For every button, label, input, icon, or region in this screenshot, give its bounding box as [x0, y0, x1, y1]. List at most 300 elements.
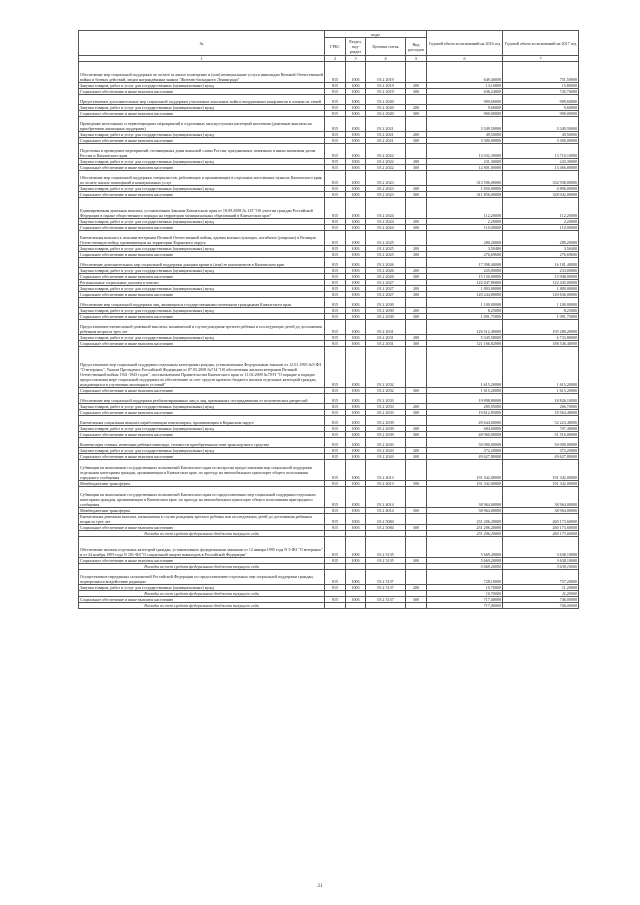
row-value-2016: 126 512,40000: [427, 320, 503, 335]
row-name: Закупка товаров, работ и услуг для государственных (муниципальных) нужд: [79, 404, 325, 410]
row-name: Социальное обеспечение и иные выплаты населению: [79, 138, 325, 144]
row-grbs: 815: [325, 347, 346, 388]
row-target: 03 2 2021: [366, 132, 406, 138]
row-section: 1003: [346, 198, 366, 219]
row-value-2016: 38 964,00000: [427, 487, 503, 508]
row-target: 03 2 2027: [366, 292, 406, 298]
row-value-2016: 48 960,00000: [427, 432, 503, 438]
row-grbs: 815: [325, 426, 346, 432]
row-value-2017: 16 181,40000: [503, 258, 579, 268]
table-row: [79, 514, 579, 525]
row-name: Социальное обеспечение и иные выплаты населению: [79, 89, 325, 95]
row-value-2017: 6 733,80000: [503, 335, 579, 341]
row-type: 200: [406, 268, 427, 274]
row-section: 1003: [346, 258, 366, 268]
row-section: 1003: [346, 410, 366, 416]
row-grbs: 815: [325, 95, 346, 105]
row-name: Расходы за счет средств федерального бюджета текущего года: [79, 603, 325, 609]
row-type: 200: [406, 186, 427, 192]
row-value-2017: 332 938,00000: [503, 171, 579, 186]
table-row: [79, 258, 579, 268]
row-name: Расходы за счет средств федерального бюджета текущего года: [79, 531, 325, 537]
row-name: Социальное обеспечение и иные выплаты населению: [79, 432, 325, 438]
row-target: 03 2 2031: [366, 320, 406, 335]
row-value-2017: 51 516,00000: [503, 432, 579, 438]
table-row: [79, 62, 579, 83]
row-name: Социальное обеспечение и иные выплаты населению: [79, 252, 325, 258]
row-grbs: 815: [325, 132, 346, 138]
row-grbs: 815: [325, 438, 346, 448]
row-section: 1003: [346, 394, 366, 404]
row-type: 300: [406, 432, 427, 438]
row-value-2017: 49,50000: [503, 132, 579, 138]
row-section: 1003: [346, 438, 366, 448]
row-value-2017: 50 000,00000: [503, 438, 579, 448]
row-type: [406, 537, 427, 558]
row-section: 1003: [346, 280, 366, 286]
row-section: 1003: [346, 426, 366, 432]
row-section: 1003: [346, 341, 366, 347]
row-value-2016: 5 669,20000: [427, 564, 503, 570]
row-value-2017: 707,40000: [503, 426, 579, 432]
row-value-2016: 120 244,80000: [427, 292, 503, 298]
row-value-2016: 15 150,00000: [427, 274, 503, 280]
row-section: 1003: [346, 525, 366, 531]
row-name: Социальное обеспечение и иные выплаты населению: [79, 388, 325, 394]
row-name: Обеспечение дополнительных мер социальной поддержки донорам крови и (или) ее компонентов в Камчатском крае: [79, 258, 325, 268]
col-index: 7: [503, 56, 579, 62]
row-target: 03 2 2024: [366, 225, 406, 231]
row-value-2017: 18 564,40000: [503, 410, 579, 416]
col-type-header: Вид расходов: [406, 38, 427, 56]
row-name: Ежемесячная выплата к пенсиям ветеранам Великой Отечественной войны, вдовам военнослужащих, погибших (умерших) в Великую Отечественную войну, проживающим на территории Корякского округа: [79, 231, 325, 246]
row-grbs: 815: [325, 525, 346, 531]
row-section: 1003: [346, 138, 366, 144]
row-target: 03 2 2020: [366, 111, 406, 117]
row-type: [406, 570, 427, 585]
row-grbs: 815: [325, 481, 346, 487]
row-section: 1003: [346, 219, 366, 225]
row-section: 1003: [346, 416, 366, 426]
col-2016-header: Годовой объем ассигнований на 2016 год: [427, 31, 503, 56]
row-value-2016: 1 803,00000: [427, 286, 503, 292]
row-type: 300: [406, 252, 427, 258]
row-target: 03 2 2019: [366, 83, 406, 89]
row-value-2016: 49 644,00000: [427, 416, 503, 426]
row-value-2017: 757,20000: [503, 570, 579, 585]
row-value-2017: 3 638,10000: [503, 537, 579, 558]
row-value-2016: 9,60000: [427, 105, 503, 111]
row-section: 1003: [346, 432, 366, 438]
table-row: [79, 198, 579, 219]
row-target: 03 2 5084: [366, 525, 406, 531]
row-target: 03 2 4013: [366, 481, 406, 487]
row-grbs: 815: [325, 83, 346, 89]
row-value-2017: 38 964,00000: [503, 508, 579, 514]
row-name: Межбюджетные трансферты: [79, 508, 325, 514]
row-value-2017: 9,60000: [503, 105, 579, 111]
row-target: 03 2 2033: [366, 394, 406, 404]
row-type: 300: [406, 138, 427, 144]
row-section: 1003: [346, 165, 366, 171]
row-value-2016: 3 349,50000: [427, 117, 503, 132]
row-name: Обеспечение мер социальной поддержки по оплате за жилое помещение и (или) коммунальные услуги инвалидам Великой Отечественной войны и боевых действий, лицам награждённым знаком "Жителю блокадного Ленинграда": [79, 62, 325, 83]
row-value-2017: 260 173,60000: [503, 531, 579, 537]
col-number-header: №: [79, 31, 325, 56]
row-value-2016: 5 669,20000: [427, 537, 503, 558]
row-value-2016: 3 300,00000: [427, 138, 503, 144]
row-name: Социальное обеспечение и иные выплаты населению: [79, 410, 325, 416]
row-target: 03 2 2019: [366, 62, 406, 83]
row-section: 1003: [346, 186, 366, 192]
row-type: [406, 298, 427, 308]
row-type: 300: [406, 314, 427, 320]
row-type: [406, 487, 427, 508]
row-grbs: 815: [325, 335, 346, 341]
row-value-2017: 328 042,00000: [503, 192, 579, 198]
row-grbs: 815: [325, 308, 346, 314]
row-target: 03 2 4013: [366, 460, 406, 481]
row-type: 200: [406, 132, 427, 138]
row-type: 300: [406, 165, 427, 171]
row-value-2017: 110,00000: [503, 225, 579, 231]
row-value-2017: 11,20000: [503, 591, 579, 597]
row-value-2016: 280,20000: [427, 231, 503, 246]
row-value-2016: 1 615,20000: [427, 388, 503, 394]
row-target: 03 2 2026: [366, 274, 406, 280]
row-value-2016: 225,00000: [427, 268, 503, 274]
row-grbs: 815: [325, 171, 346, 186]
row-section: 1003: [346, 347, 366, 388]
row-section: 1003: [346, 274, 366, 280]
table-row: [79, 117, 579, 132]
col-2017-header: Годовой объем ассигнований на 2017 год: [503, 31, 579, 56]
row-type: [406, 347, 427, 388]
row-target: 03 2 2025: [366, 246, 406, 252]
row-value-2017: 746,00000: [503, 603, 579, 609]
row-target: 03 2 2024: [366, 198, 406, 219]
table-row: [79, 298, 579, 308]
row-type: 300: [406, 274, 427, 280]
row-section: 1003: [346, 388, 366, 394]
row-name: Субвенции на выполнение государственных полномочий Камчатского края по вопросам предоставления мер социальной поддержки отдельным категориям граждан, проживающим в Камчатском крае, по проезду на автомобильном транспорте общего пользования городского сообщения: [79, 460, 325, 481]
row-section: 1003: [346, 585, 366, 591]
row-value-2016: 231 206,20000: [427, 514, 503, 525]
row-name: Закупка товаров, работ и услуг для государственных (муниципальных) нужд: [79, 159, 325, 165]
row-grbs: 815: [325, 219, 346, 225]
col-target-header: Целевая статья: [366, 38, 406, 56]
row-name: Обеспечение мер социальной поддержки лиц, являющихся государственными почетными гражданами Камчатского края: [79, 298, 325, 308]
row-value-2017: 3 349,50000: [503, 117, 579, 132]
row-section: 1003: [346, 144, 366, 159]
row-type: 300: [406, 525, 427, 531]
row-value-2017: 1 615,20000: [503, 347, 579, 388]
row-name: Социальное обеспечение и иные выплаты населению: [79, 192, 325, 198]
row-grbs: 815: [325, 320, 346, 335]
row-target: 03 2 2019: [366, 89, 406, 95]
row-name: Закупка товаров, работ и услуг для государственных (муниципальных) нужд: [79, 268, 325, 274]
row-target: 03 2 2031: [366, 335, 406, 341]
row-target: 03 2 2021: [366, 138, 406, 144]
row-name: Единовременная денежная выплата, установленная Законом Камчатского края от 18.09.2008 № 125 "Об участии граждан Российской Федерации в охране общественного порядка на территории муниципальных образований в Камчатском крае": [79, 198, 325, 219]
row-section: 1003: [346, 62, 366, 83]
row-value-2016: 5 669,20000: [427, 558, 503, 564]
row-value-2016: 285,95000: [427, 404, 503, 410]
table-row: [79, 460, 579, 481]
row-type: [406, 394, 427, 404]
table-row: [79, 347, 579, 388]
row-grbs: 815: [325, 404, 346, 410]
row-name: Закупка товаров, работ и услуг для государственных (муниципальных) нужд: [79, 286, 325, 292]
row-type: [406, 231, 427, 246]
row-name: Ежемесячная социальная выплата неработающим пенсионерам, проживающим в Корякском округе: [79, 416, 325, 426]
row-grbs: [325, 603, 346, 609]
row-value-2016: 311 856,00000: [427, 192, 503, 198]
row-value-2017: 49 627,80000: [503, 454, 579, 460]
row-value-2016: 231 206,20000: [427, 531, 503, 537]
row-target: 03 2 2043: [366, 454, 406, 460]
row-section: 1003: [346, 105, 366, 111]
row-grbs: 815: [325, 508, 346, 514]
row-value-2017: 260 173,60000: [503, 525, 579, 531]
row-target: 03 2 2031: [366, 341, 406, 347]
row-name: Закупка товаров, работ и услуг для государственных (муниципальных) нужд: [79, 105, 325, 111]
row-name: Социальное обеспечение и иные выплаты населению: [79, 525, 325, 531]
row-type: 200: [406, 308, 427, 314]
row-value-2016: 12 801,00000: [427, 165, 503, 171]
row-value-2016: 50 000,00000: [427, 438, 503, 448]
row-grbs: 815: [325, 105, 346, 111]
row-value-2017: 188 546,40000: [503, 341, 579, 347]
row-value-2017: 38 964,00000: [503, 487, 579, 508]
row-type: 300: [406, 89, 427, 95]
row-value-2016: 728,10000: [427, 570, 503, 585]
row-value-2016: 191 342,00000: [427, 481, 503, 487]
row-type: [406, 171, 427, 186]
row-value-2017: 13 466,80000: [503, 165, 579, 171]
row-value-2016: 2,20000: [427, 219, 503, 225]
row-value-2016: 1 650,00000: [427, 186, 503, 192]
row-target: 03 2 5084: [366, 514, 406, 525]
row-section: 1003: [346, 320, 366, 335]
row-type: 300: [406, 111, 427, 117]
row-target: 03 2 2022: [366, 144, 406, 159]
row-target: 03 2 2039: [366, 432, 406, 438]
row-section: 1003: [346, 268, 366, 274]
row-value-2017: 2,20000: [503, 219, 579, 225]
row-grbs: 815: [325, 165, 346, 171]
row-value-2016: 5 345,58000: [427, 335, 503, 341]
row-value-2017: 120 636,00000: [503, 292, 579, 298]
row-target: 03 2 2027: [366, 286, 406, 292]
row-grbs: 815: [325, 231, 346, 246]
row-value-2017: 191 342,00000: [503, 460, 579, 481]
row-target: 03 2 2043: [366, 438, 406, 448]
row-grbs: 815: [325, 246, 346, 252]
row-section: 1003: [346, 252, 366, 258]
row-value-2016: 112,20000: [427, 198, 503, 219]
table-row: [79, 394, 579, 404]
row-grbs: 815: [325, 225, 346, 231]
row-target: 03 2 4014: [366, 487, 406, 508]
row-type: 200: [406, 404, 427, 410]
row-target: 03 2 2026: [366, 268, 406, 274]
row-value-2017: 1 091,75000: [503, 314, 579, 320]
row-section: 1003: [346, 298, 366, 308]
row-type: 200: [406, 219, 427, 225]
table-body: [79, 62, 579, 609]
row-value-2017: 900,00000: [503, 111, 579, 117]
row-section: 1003: [346, 231, 366, 246]
row-target: 03 2 2021: [366, 117, 406, 132]
row-section: 1003: [346, 454, 366, 460]
row-name: Закупка товаров, работ и услуг для государственных (муниципальных) нужд: [79, 335, 325, 341]
row-grbs: 815: [325, 570, 346, 585]
row-target: 03 2 2027: [366, 280, 406, 286]
row-target: 03 2 2022: [366, 159, 406, 165]
row-section: 1003: [346, 448, 366, 454]
budget-table: [78, 30, 579, 609]
row-grbs: 815: [325, 252, 346, 258]
row-grbs: 815: [325, 186, 346, 192]
row-section: 1003: [346, 83, 366, 89]
row-section: 1003: [346, 286, 366, 292]
col-index: 1: [79, 56, 325, 62]
row-name: Социальное обеспечение и иные выплаты населению: [79, 454, 325, 460]
row-value-2017: 3 638,10000: [503, 558, 579, 564]
row-grbs: 815: [325, 537, 346, 558]
row-value-2016: 717,40000: [427, 603, 503, 609]
row-value-2016: 900,00000: [427, 111, 503, 117]
row-value-2016: 1 615,20000: [427, 347, 503, 388]
row-section: 1003: [346, 89, 366, 95]
row-grbs: 815: [325, 298, 346, 308]
row-value-2016: 13 032,30000: [427, 144, 503, 159]
document-page: [78, 30, 578, 609]
row-name: Социальное обеспечение и иные выплаты населению: [79, 225, 325, 231]
row-value-2016: 717,40000: [427, 597, 503, 603]
row-section: 1003: [346, 460, 366, 481]
row-value-2017: 1 809,00000: [503, 286, 579, 292]
row-value-2017: 372,20000: [503, 448, 579, 454]
table-row: [79, 231, 579, 246]
row-grbs: 815: [325, 111, 346, 117]
total-row: [79, 603, 579, 609]
row-grbs: 815: [325, 410, 346, 416]
row-target: 03 2 2032: [366, 388, 406, 394]
row-section: 1003: [346, 404, 366, 410]
row-name: Закупка товаров, работ и услуг для государственных (муниципальных) нужд: [79, 83, 325, 89]
row-type: 200: [406, 585, 427, 591]
table-row: [79, 320, 579, 335]
row-grbs: 815: [325, 585, 346, 591]
row-name: Расходы за счет средств федерального бюджета текущего года: [79, 591, 325, 597]
row-target: 03 2 2032: [366, 347, 406, 388]
row-value-2016: 19 898,80000: [427, 394, 503, 404]
row-name: Социальное обеспечение и иные выплаты населению: [79, 341, 325, 347]
row-grbs: 815: [325, 487, 346, 508]
row-section: 1003: [346, 558, 366, 564]
row-type: 200: [406, 335, 427, 341]
row-name: Осуществление переданных полномочий Российской Федерации по предоставлению отдельных мер социальной поддержки граждан, подвергшихся воздействию радиации: [79, 570, 325, 585]
row-value-2016: 121 166,82000: [427, 341, 503, 347]
row-value-2017: 13 710,10000: [503, 144, 579, 159]
row-value-2017: 1 100,00000: [503, 298, 579, 308]
row-value-2016: 313 506,00000: [427, 171, 503, 186]
row-type: 500: [406, 508, 427, 514]
col-index: 5: [406, 56, 427, 62]
row-type: [406, 144, 427, 159]
row-value-2017: 3,50400: [503, 246, 579, 252]
row-value-2017: 276,69600: [503, 252, 579, 258]
row-value-2017: 280,20000: [503, 231, 579, 246]
row-type: [406, 258, 427, 268]
row-section: 1003: [346, 481, 366, 487]
row-section: 1003: [346, 246, 366, 252]
row-type: [406, 603, 427, 609]
row-value-2016: 3,50400: [427, 246, 503, 252]
row-section: 1003: [346, 514, 366, 525]
col-index: 3: [346, 56, 366, 62]
row-value-2016: 1 091,75000: [427, 314, 503, 320]
row-target: [366, 603, 406, 609]
row-grbs: 815: [325, 432, 346, 438]
row-grbs: 815: [325, 314, 346, 320]
row-value-2017: 909,60000: [503, 95, 579, 105]
row-grbs: 815: [325, 198, 346, 219]
row-target: 03 2 2030: [366, 314, 406, 320]
row-name: Социальное обеспечение и иные выплаты населению: [79, 292, 325, 298]
row-section: 1003: [346, 292, 366, 298]
row-grbs: 815: [325, 448, 346, 454]
table-row: [79, 171, 579, 186]
row-section: 1003: [346, 132, 366, 138]
row-section: 1003: [346, 508, 366, 514]
row-section: 1003: [346, 171, 366, 186]
table-row: [79, 416, 579, 426]
row-value-2017: 243,30000: [503, 159, 579, 165]
row-type: 200: [406, 105, 427, 111]
row-target: 03 2 2033: [366, 404, 406, 410]
row-section: 1003: [346, 314, 366, 320]
col-index: 2: [325, 56, 346, 62]
row-name: Социальное обеспечение и иные выплаты населению: [79, 597, 325, 603]
row-section: 1003: [346, 335, 366, 341]
row-type: 200: [406, 159, 427, 165]
row-target: 03 2 2025: [366, 252, 406, 258]
row-value-2016: 49 627,80000: [427, 454, 503, 460]
row-grbs: 815: [325, 89, 346, 95]
row-name: Ежемесячная денежная выплата, назначаемая в случае рождения третьего ребенка или последующих детей до достижения ребенком возраста трех лет: [79, 514, 325, 525]
row-type: [406, 198, 427, 219]
row-name: Обеспечение мер социальной поддержки специалистов, работающих и проживающих в отдельных населенных пунктах Камчатского края, по оплате жилых помещений и коммунальных услуг: [79, 171, 325, 186]
row-target: 03 2 2030: [366, 298, 406, 308]
row-value-2017: 260 173,60000: [503, 514, 579, 525]
row-target: 03 2 2030: [366, 308, 406, 314]
row-name: Закупка товаров, работ и услуг для государственных (муниципальных) нужд: [79, 308, 325, 314]
row-section: 1003: [346, 159, 366, 165]
row-grbs: 815: [325, 159, 346, 165]
row-name: Межбюджетные трансферты: [79, 481, 325, 487]
row-type: 300: [406, 292, 427, 298]
row-grbs: 815: [325, 454, 346, 460]
row-value-2017: 3 300,00000: [503, 138, 579, 144]
row-name: Предоставление дополнительных мер социальной поддержки участникам локальных войн и вооруженных конфликтов и членам их семей: [79, 95, 325, 105]
row-name: Закупка товаров, работ и услуг для государственных (муниципальных) нужд: [79, 246, 325, 252]
row-value-2017: 751,50000: [503, 62, 579, 83]
row-section: 1003: [346, 597, 366, 603]
row-type: [406, 117, 427, 132]
